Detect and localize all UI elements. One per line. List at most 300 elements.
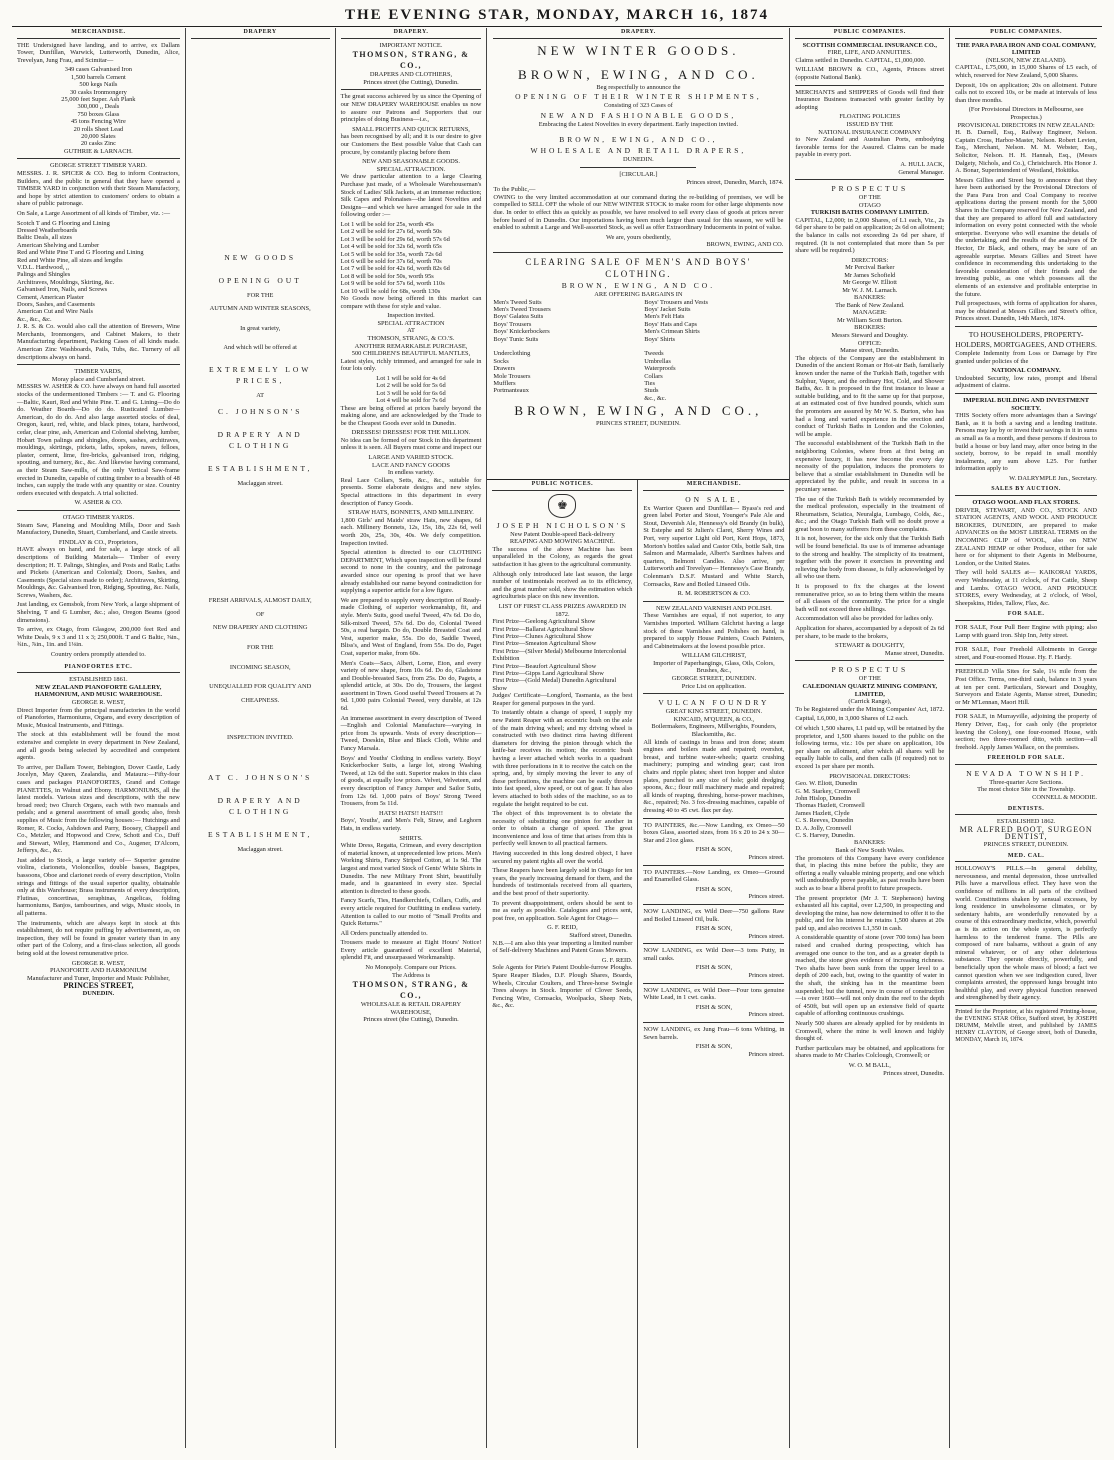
list-item: Boys' Tunic Suits	[493, 335, 539, 343]
ad-signature: FISH & SON,	[695, 925, 733, 933]
ad-line: NEW GOODS	[224, 252, 297, 262]
ad-signature: WILLIAM GILCHRIST,	[681, 652, 747, 660]
ad-title: CLEARING SALE OF MEN'S AND BOYS' CLOTHING.	[525, 256, 752, 279]
ad-heading: LACE AND FANCY GOODS	[372, 461, 450, 469]
ad-line: PROVISIONAL DIRECTORS IN NEW ZEALAND:	[957, 121, 1095, 129]
ad-line: The Bank of New Zealand.	[835, 301, 905, 309]
ad-heading: SPECIAL ATTRACTION.	[376, 165, 446, 173]
ad-text: Just added to Stock, a large variety of— Superior genuine violins, clarionets, Violoncellos, double basses, Bagpipes, bassoons, Oboe and clarionet reeds of every description, Violin strings and fittings of the usual superior quality, obtainable only at this Warehouse; Brass instruments of every description, Flutinas, concertinas, seraphinas, Angelicas, folding harmoniums, Banjos, tambourines, and wigs, Music stools, in all patterns.	[17, 856, 180, 918]
ad-line: BROKERS:	[854, 324, 886, 332]
ad-text: THIS Society offers more advantages than a Savings' Bank, as it is both a saving and a lending institute. Persons may lay by or invest their savings in it in sums as small as 6s a month, and these persons if desirous to build a house or buy land may, after once being in the society, borrow, to be repaid in small monthly instalments, any sum above L25. For further information apply to	[955, 412, 1098, 473]
prize-list	[492, 618, 632, 692]
section-head: DRAPERY	[191, 28, 330, 39]
ad-line: Manse street, Dunedin.	[840, 347, 900, 355]
list-item: 20 casks Zinc	[80, 140, 116, 148]
ad-text: The stock at this establishment will be found the most extensive and complete in every department in New Zealand, and all goods being selected by accredited and competent agents.	[17, 731, 180, 762]
ad-signature: CONNELL & MOODIE.	[1032, 794, 1098, 802]
list-item: Mr Percival Barker	[845, 264, 895, 272]
ad-text: Further particulars may be obtained, and applications for shares made to Mr Charles Colclough, Cromwell; or	[795, 1044, 945, 1060]
list-item: Lot 8 will be sold for 50s, worth 95s	[340, 272, 434, 280]
ad-signature: General Manager.	[898, 168, 945, 176]
ad-signature: FISH & SON,	[695, 885, 733, 893]
list-item: Ties	[644, 379, 655, 387]
ad-line: BROWN, EWING, AND CO.,	[559, 135, 718, 145]
list-item: 30 casks Ironmongery	[69, 88, 127, 96]
ad-text: These Varnishes are equal, if not superior, to any Varnishes imported. William Gilchrist having a large stock of these Varnishes and Polishes on hand, is prepared to supply House Painters, Coach Painters, and Cabinetmakers at the lowest possible price.	[643, 612, 785, 650]
ad-line: MANAGER:	[852, 309, 887, 317]
prize-list-head: LIST OF FIRST CLASS PRIZES AWARDED IN 1872.	[498, 602, 627, 618]
ad-subtitle: GREAT KING STREET, DUNEDIN.	[665, 708, 763, 716]
ad-text: Real Lace Collars, Setts, &c., &c., suitable for presents. Some elaborate designs and new styles. Special attractions in this department in every description of Fancy Goods.	[340, 476, 482, 507]
ad-title: THE PARA PARA IRON AND COAL COMPANY, LIMITED	[956, 41, 1096, 57]
ad-signature: FISH & SON,	[695, 1043, 733, 1051]
divider	[955, 664, 1097, 665]
ad-text: J. R. S. & Co. would also call the attention of Brewers, Wine Merchants, Ironmongers, and Cabinet Makers, to their Manufacturing department, Packing Cases of all kinds made. American Zinc Washboards, Pails, Tubs, &c. Turnery of all descriptions always on hand.	[17, 323, 180, 361]
ad-signature: PIANOFORTE AND HARMONIUM	[49, 967, 147, 975]
ad-line: OF THE	[858, 675, 881, 683]
ad-title: OTAGO TIMBER YARDS.	[62, 513, 135, 521]
ad-line: No Monopoly. Compare our Prices.	[365, 964, 457, 972]
list-item: Galvanised Iron, Nails, and Screws	[17, 286, 108, 294]
list-item: &c., &c.	[644, 394, 667, 402]
established: ESTABLISHED 1861.	[69, 676, 128, 684]
firm-address: Princes street, Dunedin.	[883, 1069, 945, 1077]
ad-title: IMPERIAL BUILDING AND INVESTMENT SOCIETY.	[963, 396, 1090, 412]
ad-text: The great success achieved by us since the Opening of our NEW DRAPERY WAREHOUSE enables us now to assure our Patrons and Supporters that our principles of doing Business—i.e.,	[340, 93, 482, 124]
directors-list	[795, 264, 944, 294]
column-public-notices	[487, 480, 638, 1448]
columns	[12, 28, 1102, 1448]
list-item: Collars	[644, 372, 663, 380]
ad-signature: R. M. ROBERTSON & CO.	[677, 590, 751, 598]
lower-columns	[487, 480, 789, 1448]
ad-text: No Goods now being offered in this market can compare with these for style and value.	[340, 294, 482, 310]
divider	[643, 904, 784, 905]
list-item: Cement, American Plaster	[17, 293, 84, 301]
ad-title: TO HOUSEHOLDERS, PROPERTY-HOLDERS, MORTGAGEES, AND OTHERS.	[955, 329, 1097, 349]
ad-heading: SMALL PROFITS AND QUICK RETURNS,	[352, 125, 470, 133]
ad-heading: FLOATING POLICIES	[839, 113, 901, 121]
section-head: DRAPERY.	[493, 28, 783, 39]
firm-address: Princes street.	[748, 1050, 785, 1058]
ad-line: EXTREMELY LOW PRICES,	[209, 364, 312, 385]
list-item: First Prize—Beaufort Agricultural Show	[492, 662, 597, 670]
ad-title: NEW ZEALAND VARNISH AND POLISH.	[655, 604, 772, 612]
ad-text: Judges' Certificate—Longford, Tasmania, as the best Reaper for general purposes in the yard.	[492, 692, 633, 707]
list-item: Lot 1 will be sold for 4s 6d	[376, 374, 446, 382]
ad-text: HOLLOWAY'S PILLS.—In general debility, nervousness, and mental depression, those unrivalled Pills have a marvellous effect. They have won the confidence of millions in all parts of the civilised world. Constitutions shaken by sensual excesses, by long residence in unwholesome climates, or by sedentary habits, are wonderfully renovated by a course of this extraordinary medicine, which, powerful as is its action on the whole system, is perfectly harmless to the tenderest frame. The Pills are composed of rare balsams, without a grain of any mineral whatever, or of any other deleterious substance. They operate directly, powerfully, and beneficially upon the whole mass of blood; a fact we cannot question when we see indigestion cured, liver complaints arrested, the oppressed lungs brought into healthful play, and every physical function renewed and strengthened by their agency.	[955, 865, 1098, 1002]
ad-closing: Country orders promptly attended to.	[50, 651, 146, 659]
ad-text: To be Registered under the Mining Companies' Act, 1872.	[795, 705, 945, 713]
ad-text: Application for shares, accompanied by a deposit of 2s 6d per share, to be made to the brokers,	[795, 625, 945, 640]
ad-subtitle: Moray place and Cumberland street.	[51, 375, 145, 383]
column-public-companies	[790, 28, 950, 1448]
ad-subtitle: (NELSON, NEW ZEALAND).	[985, 56, 1067, 64]
ad-text: Messrs Gillies and Street beg to announce that they have been authorised by the Provisional Directors of the Para Para Iron and Coal Company to receive applications during the present month for the 5,000 Shares in the Company reserved for New Zealand, and that they are prepared to afford full and satisfactory information on every point connected with the whole enterprise. Everyone who will examine the details of the undertaking, and the results of the analyses of Dr Hector, Dr Black, and others, may be sure of an agreeable surprise. Messrs Gillies and Street have confidence in recommending this undertaking to the favorable consideration of their friends and the investing public, as one which possesses all the elements of an extensive and profitable enterprise in the future.	[955, 176, 1098, 298]
ad-text: No idea can be formed of our Stock in this department unless it is seen. All Buyers must come and inspect our	[340, 436, 482, 452]
ad-line: DIRECTORS:	[851, 256, 889, 264]
divider	[643, 601, 784, 602]
list-item: Geo. W. Eliott, Dunedin	[795, 780, 858, 788]
list-item: Doors, Sashes, and Casements	[17, 301, 95, 309]
firm-address: Princes street.	[748, 1011, 785, 1019]
ad-text: Full prospectuses, with forms of application for shares, may be obtained at Messrs Gillies and Street's office, Princes street. Dunedin, 14th March, 1874.	[955, 300, 1098, 323]
ad-text: The use of the Turkish Bath is widely recommended by the medical profession, especially in the treatment of Rheumatism, Sciatica, Neuralgia, Lumbago, Colds, &c., &c.; and the Otago Turkish Bath will no doubt prove a great boon to many sufferers from these complaints.	[795, 495, 945, 533]
firm-name: KINCAID, M'QUEEN, & CO.,	[673, 715, 755, 723]
ad-text: NOW LANDING, ex Wild Deer—Four tons genuine White Lead, in 1 cwt. casks.	[643, 986, 785, 1002]
section-head: MERCHANDISE.	[17, 28, 180, 39]
list-item: Lot 2 will be sold for 5s 6d	[376, 382, 446, 390]
list-item: Lot 6 will be sold for 37s 6d, worth 70s	[340, 257, 442, 265]
ad-text: Men's Coats—Sacs, Albert, Lorne, Eton, and every variety of new shape, from 10s 6d. Do do, Gladstone and Double-breasted Sacs, from 25s. Do do, Pagets, a splendid article, at 30s. Do do, Trousers, the largest assortment in Town. Good useful Tweed Trousers at 7s 9d. 1,000 pairs Colonial Tweed, very durable, at 12s 6d.	[340, 659, 482, 713]
ad-text: We are prepared to supply every description of Ready-made Clothing, of superior workmanship, fit, and style. Men's Suits, good useful Tweed, 47s 6d. Do do, Silk-mixed Tweed, 57s 6d. Do do, Colonial Tweed 50s, a real bargain. Do do, Double Breasted Coat and Vest, superior make, 55s. Do do, Saddle Tweed, Bliss's, and West of England, from 55s. Do do, Paget Coat, superior make, from 60s.	[340, 596, 482, 657]
ad-text: TO PAINTERS, &c.—Now Landing, ex Omeo—50 boxes Glass, assorted sizes, from 16 x 20 to 24 x 30—Star and 21oz glass.	[643, 821, 785, 844]
divider	[643, 943, 784, 944]
item-list	[17, 220, 180, 324]
list-item: Men's Tweed Trousers	[493, 305, 551, 313]
list-item: Lot 10 will be sold for 68s, worth 130s	[340, 287, 441, 295]
firm-address: Princes street.	[748, 893, 785, 901]
list-item: Men's Felt Hats	[644, 313, 685, 321]
list-item: Umbrellas	[644, 357, 671, 365]
list-item: Boys' Hats and Caps	[644, 320, 698, 328]
ad-signature: W. ASHER & CO.	[74, 499, 123, 507]
ad-heading: DRESSES! DRESSES! FOR THE MILLION.	[351, 429, 471, 437]
bargain-list-right	[644, 299, 783, 403]
list-item: Mr James Schofield	[844, 271, 896, 279]
list-item: Boys' Trousers	[493, 320, 532, 328]
ad-line: Price List on application.	[681, 682, 747, 690]
ad-text: Ex Warrior Queen and Dunfillan— Byass's red and green label Porter and Stout, Younger's Pale Ale and Stout, Devenish Ale, Hennessy's old Brandy (in bulk), St Estephe and St Julien's Claret, Sherry Wines and Port, very superior Light old Port, Kent Hops, 1873, Morton's bottles salad and Castor Oils, bottle Salt, tins Salmon and Marmalade, Albert's Sardines halves and quarters, Belmont Candles. Also arrive, per Lutterworth and Trevelyan— Hennessy's Case Brandy, Colenman's D.S.F. Mustard and White Starch, Cornsacks, Raw and Boiled Linseed Oils.	[643, 504, 785, 588]
ad-text: Capital, L6,000, in 3,000 Shares of L2 each.	[795, 715, 909, 723]
list-item: C. S. Harvey, Dunedin.	[795, 831, 855, 839]
list-item: Thomas Hazlett, Cromwell	[795, 802, 865, 810]
masthead: THE EVENING STAR, MONDAY, MARCH 16, 1874	[12, 6, 1102, 27]
list-item: C. S. Reeves, Dunedin	[795, 817, 854, 825]
list-item: Lot 9 will be sold for 57s 6d, worth 110s	[340, 280, 445, 288]
ad-line: DRAPERY AND CLOTHING	[217, 429, 303, 450]
ad-line: Messrs Steward and Doughty.	[831, 332, 909, 340]
ad-text: MERCHANTS and SHIPPERS of Goods will find their Insurance Business transacted with greater facility by adopting	[795, 88, 945, 111]
list-item: 750 boxes Glass	[77, 110, 120, 118]
ad-line: FOR THE	[247, 291, 274, 299]
ad-line: In great variety,	[240, 324, 281, 332]
ad-heading: NATIONAL INSURANCE COMPANY	[818, 128, 922, 136]
list-item: Lot 1 will be sold for 25s, worth 45s	[340, 220, 434, 228]
ad-text: White Dress, Regatta, Crimean, and every description of material known, at unprecedented low prices. Men's Working Shirts, Fancy Striped Cotton, at 1s 9d. The largest and most varied Stock of Gents' White Shirts in Dunedin. The new Military Front Shirt, beautifully made, and is guaranteed in every size. Special attention is directed to these goods.	[340, 842, 482, 895]
ad-heading: TURKISH BATHS COMPANY LIMITED.	[810, 209, 929, 217]
list-item: 20,000 Slates	[81, 133, 116, 141]
ad-line: AT	[256, 391, 265, 399]
ad-text: Nearly 500 shares are already applied for by residents in Cromwell, where the mine is well known and highly thought of.	[795, 1020, 945, 1043]
ad-text: Claims settled in Dunedin. CAPITAL, £1,000,000.	[795, 56, 926, 64]
list-item: Socks	[493, 357, 509, 365]
list-item: First Prize—(Silver Medal) Melbourne Intercolonial Exhibition	[492, 647, 627, 663]
ad-text: MESSRS. J. R. SPICER & CO. Beg to inform Contractors, Builders, and the public in general that they have opened a TIMBER YARD in conjunction with their Steam Manufactory, and hope by strict attention to customers' orders to obtain a share of public patronage.	[17, 170, 180, 208]
royal-arms-icon: ♚	[548, 494, 576, 518]
column-drapery-thomson	[336, 28, 488, 1448]
firm-name: BROWN, EWING, AND CO.,	[514, 403, 763, 419]
firm-name: BROWN, EWING, AND CO.	[518, 66, 759, 82]
list-item: Boys' Knickerbockers	[493, 328, 550, 336]
ad-text: The present proprietor (Mr J. T. Stephenson) having exhausted all his capital, over L2,500, in prospecting and developing the mine, has now determined to offer it to the public, and for his interest he retains 1,500 shares at 20s paid up, and also receives L1,350 in cash.	[795, 894, 945, 932]
ad-signature: GEORGE R. WEST,	[71, 959, 126, 967]
firm-name: THOMSON, STRANG, & CO.,	[352, 980, 470, 1001]
ad-text: Trousers made to measure at Eight Hours' Notice! Every article guaranteed of excellent Material, splendid Fit, and unsurpassed Workmanship.	[340, 939, 482, 962]
section-head: MED. CAL.	[955, 852, 1097, 863]
ad-text: has been recognised by all; and it is our desire to give our Customers the Best possible Value that Cash can procure, by constantly placing before them	[340, 133, 482, 156]
ad-line: Bank of New South Wales.	[835, 846, 905, 854]
ad-text: Complete Indemnity from Loss or Damage by Fire granted under policies of the	[955, 349, 1098, 365]
column-merchandise	[12, 28, 186, 1448]
list-item: 20 rolls Sheet Lead	[73, 125, 124, 133]
section-head: PUBLIC NOTICES.	[492, 480, 632, 491]
ad-signature: DUNEDIN.	[82, 989, 115, 997]
divider	[643, 1022, 784, 1023]
ad-title: TIMBER YARDS,	[74, 368, 123, 376]
ad-heading: SPECIAL ATTRACTION	[377, 319, 445, 327]
list-item: Mr W. J. M. Larnach.	[842, 286, 898, 294]
firm-name: THOMSON, STRANG, & CO.,	[352, 50, 470, 71]
ad-line: ESTABLISHMENT,	[207, 829, 313, 839]
ad-signature: Manufacturer and Tuner, Importer and Music Publisher,	[26, 974, 170, 982]
ad-title: NEW ZEALAND PIANOFORTE GALLERY, HARMONIUM, AND MUSIC WAREHOUSE.	[34, 683, 162, 699]
item-list	[341, 375, 482, 405]
list-item: Lot 2 will be sold for 27s 6d, worth 50s	[340, 228, 442, 236]
ad-text: All Orders punctually attended to.	[340, 929, 428, 937]
ad-text: Boys' and Youths' Clothing in endless variety. Boys' Knickerbocker Suits, a large lot, strong Washing Tweed, at 12s 6d the suit. Superior makes in this class of goods, at equally low prices. Velvet, Velveteen, and every description of Fancy Jumper and Sailor Suits, from 12s 6d. 1,000 pairs of Boys' Strong Tweed Trousers, from 5s 11d.	[340, 754, 482, 808]
section-head: PUBLIC COMPANIES.	[955, 28, 1097, 39]
ad-text: Steam Saw, Planeing and Moulding Mills, Door and Sash Manufactory, Dunedin, Stuart, Cumberland, and Castle streets.	[17, 521, 180, 537]
column-merchandise-2	[638, 480, 789, 1448]
ad-line: AT C. JOHNSON'S	[208, 772, 313, 782]
list-item: First Prize—(Gold Medal) Dunedin Agricultural Show	[492, 677, 617, 692]
firm-address: Princes street.	[748, 853, 785, 861]
list-item: Red and White Pine T and G Flooring and Lining	[17, 249, 144, 257]
ad-line: ARE OFFERING BARGAINS IN	[594, 290, 683, 298]
firm-subtitle: WHOLESALE & RETAIL DRAPERY	[360, 1001, 462, 1009]
ad-text: Special attention is directed to our CLOTHING DEPARTMENT, Which upon inspection will be found second to none in the country, and the patronage awarded since our opening is proof that we have already established our name beyond contradiction for supplying a superior article for a low figure.	[340, 549, 482, 595]
ad-text: HAVE always on hand, and for sale, a large stock of all descriptions of Building Materials— Timber of every description; H. T. Palings, Shingles, and Posts and Rails; Laths and Pickets (American and Colonial); Doors, Sashes, and Casements (Special sizes made to order); Architraves, Skirting, Mouldings, &c. Galvanised Iron, Ridging, Spouting, &c. Nails, Screws, Washers, &c.	[17, 546, 180, 599]
ad-line: OFFICE:	[857, 339, 882, 347]
ad-text: To arrive, per Dallam Tower, Bebington, Dover Castle, Lady Jocelyn, May Queen, Zealandia, and Mataura:—Fifty-four cases and packages PIANOFORTES, Grand and Cottage PIANETTES, in Walnut and Ebony. HARMONIUMS, all the latest models. Various sizes and descriptions, with the new broad reed; two Church Organs, each with two manuals and pedals; and a general assortment of small goods; also, fresh supplies of Music from the following houses:— Hutchings and Romer, R. Cocks, Ashdown and Parry, Boosey, Chappell and Co., Metzler, and Hopwood and Crew, Schott and Co., Duff and Stewart, Wiley, Hammond and Co., Augener, D'Alcorn, Jefferys, &c., &c.	[17, 763, 180, 855]
ad-signature: W. O. M BALL,	[848, 1061, 891, 1069]
ad-text: CAPITAL, L75,000, in 15,000 Shares of L5 each, of which, reserved for New Zealand, 5,000 Shares.	[955, 64, 1098, 79]
ad-text: Of which 1,500 shares, L1 paid up, will be retained by the proprietor, and 1,500 shares issued to the public on the following terms, viz.: 10s per share on application, 10s per share on allotment, after which all shares will be equally liable to calls, and then calls (if required) not to exceed 1s per share per month.	[795, 724, 945, 770]
ad-text: These Reapers have been largely sold in Otago for ten years, the yearly increasing demand for them, and the hundreds of testimonials received from all quarters, and the best proof of their superiority.	[492, 867, 633, 898]
ad-line: AT	[407, 327, 415, 335]
firm-address: GEORGE STREET, DUNEDIN.	[671, 675, 757, 683]
section-head: PIANOFORTES ETC.	[17, 663, 180, 674]
list-item: Underclothing	[493, 350, 531, 358]
bargain-list-left	[493, 299, 632, 403]
divider	[17, 364, 180, 365]
ad-line: C. JOHNSON'S	[217, 406, 303, 416]
list-item: First Prize—Geelong Agricultural Show	[492, 618, 596, 626]
ad-line: DUNEDIN.	[623, 156, 654, 164]
ad-title: OTAGO WOOL AND FLAX STORES.	[972, 499, 1080, 507]
list-item: Portmanteaux	[493, 387, 529, 395]
divider	[643, 693, 784, 694]
list-item: First Prize—Smeaton Agricultural Show	[492, 640, 597, 648]
list-item: Lot 3 will be sold for 29s 6d, worth 57s 6d	[340, 235, 450, 243]
firm-address: Princes street (the Cutting), Dunedin.	[363, 1016, 459, 1024]
ad-signature: STEWART & DOUGHTY,	[835, 642, 905, 650]
ad-text: FOR SALE, in Murrayville, adjoining the property of Henry Driver, Esq., for cash only (the proprietor leaving the Colony), one four-roomed House, with section; two three-roomed ditto, with section—all freehold. Apply James Wallace, on the premises.	[955, 713, 1098, 751]
ad-heading: SHIRTS.	[399, 834, 423, 842]
ad-subtitle: FINDLAY & CO., Proprietors,	[58, 538, 138, 546]
ad-title: GEORGE STREET TIMBER YARD.	[49, 162, 147, 170]
ad-text: The success of the above Machine has been unparalleled in the Colony, as regards the great satisfaction it has given to the agricultural community.	[492, 545, 633, 568]
list-item: Men's Crimean Shirts	[644, 328, 700, 336]
ad-line: BANKERS:	[854, 839, 886, 847]
divider	[341, 89, 482, 90]
list-item: Mr George W. Elliott	[842, 279, 897, 287]
list-item: Boys' Galatea Suits	[493, 313, 544, 321]
ad-line: OTAGO	[858, 201, 881, 209]
ad-line: NEW AND FASHIONABLE GOODS,	[540, 110, 737, 120]
ad-line: Beg respectfully to announce the	[596, 83, 681, 91]
firm-address: PRINCES STREET, DUNEDIN.	[983, 841, 1069, 849]
ad-line: CHEAPNESS.	[241, 696, 280, 704]
ad-line: Mr William Scott Burton.	[836, 316, 903, 324]
section-head: PUBLIC COMPANIES.	[795, 28, 944, 39]
ad-text: Direct Importer from the principal manufactories in the world of Pianofortes, Harmoniums, Organs, and every description of Music, Musical Instruments, and Fittings.	[17, 706, 180, 729]
list-item: Palings and Shingles	[17, 271, 71, 279]
list-item: Men's Tweed Suits	[493, 298, 542, 306]
ad-subtitle: Boilermakers, Engineers, Millwrights, Founders, Blacksmiths, &c.	[651, 723, 777, 739]
ad-line: FOR THE	[247, 643, 274, 651]
ad-text: On Sale, a Large Assortment of all kinds of Timber, viz. :—	[17, 210, 170, 217]
ad-text: These are being offered at prices barely beyond the making alone, and are acknowledged by the Trade to be the Cheapest Goods ever sold in Dunedin.	[340, 404, 482, 427]
ad-text: Fancy Scarfs, Ties, Handkerchiefs, Collars, Cuffs, and every article required for Outfitting in endless variety. Attention is called to our motto of "Small Profits and Quick Returns."	[340, 897, 482, 928]
ad-text: WILLIAM BROWN & CO., Agents, Princes street (opposite National Bank).	[795, 66, 945, 81]
ad-text: THE Undersigned have landing, and to arrive, ex Dallam Tower, Dunfillan, Warwick, Lutterworth, Dunedin, Alice, Trevelyan, Jung Frau, and Scimitar—	[17, 41, 180, 64]
ad-text: An immense assortment in every description of Tweed—English and Colonial Manufacture—varying in price from 3s upwards. Vests of every description—Tweed, Doeskin, Blue and Black Cloth, White and Fancy Marsala.	[340, 714, 482, 753]
ad-signature: FISH & SON,	[695, 964, 733, 972]
list-item: American Cut and Wire Nails	[17, 308, 93, 316]
ad-text: H. B. Darnell, Esq., Railway Engineer, Nelson. Captain Cross, Harbor-Master, Nelson. Robert Levien, Esq., Merchant, Nelson. M. M. Webster, Esq., Solicitor, Nelson. H. H. Hannah, Esq., (Messrs Dalgety, Nichols, and Co.), Christchurch. His Honor J. A. Bonar, Superintendent of Westland, Hokitika.	[955, 129, 1098, 175]
established: ESTABLISHED 1862.	[996, 818, 1056, 826]
ad-line: (For Provisional Directors in Melbourne, see Prospectus.)	[968, 106, 1084, 121]
list-item: V.D.L. Hardwood, ,,	[17, 264, 70, 272]
ad-line: (Carrick Range),	[848, 698, 892, 706]
ad-text: A considerable quantity of stone (over 700 tons) has been raised and crushed during prospecting, which has averaged one ounce to the ton, and as a greater depth is reached, the stone gives evidence of increasing richness. Two shafts have been sunk from the upper level to a depth of 200 each, but, owing to the quantity of water in the shaft, the sinking has in the meantime been suspended; but the tunnel, now in course of construction—is over 1600—will not only drain the reef to the depth of 450ft, but will open up an extensive field of quartz capable of affording continuous crushings.	[795, 934, 945, 1018]
ad-text: MESSRS W. ASHER & CO. have always on hand full assorted stocks of the undermentioned Timbers :— T. and G. Flooring—Baltic, Kauri, Red and White Pine. T. and G. Lining—Do do do. Weather Boards—Do do do. Rusticated Lumber—American, do do do. And also large assorted stocks of deal, Oregon, kauri, red, white, and black pines, totara, hardwood, cedar, clear pine, ash, American and Colonial shelving, lumber, Hobart Town palings and shingles, doors, sashes, architraves, mouldings, skirtings, pickets, laths, spokes, naves, felloes, plaster, cement, lime, fire-bricks, galvanised iron, ridging, spouting, and turnery, &c., &c. And likewise having command, as their Steam Saw-mills, of the only Vertical Saw-frame erected in Dunedin, capable of cutting timber to a breadth of 48 inches, can supply the trade with any quantity or size. Country orders executed with despatch. A trial solicited.	[17, 383, 180, 497]
ad-line: The Address is	[392, 971, 430, 979]
ad-line: BANKERS:	[854, 294, 886, 302]
section-head: FOR SALE.	[955, 610, 1097, 621]
ad-text: Just landing, ex Gemsbok, from New York, a large shipment of Shelving, T and G Lumber, &c.; also, Oregon Beams (good dimensions).	[17, 601, 180, 624]
ad-text: FOR SALE, Four Pull Beer Engine with piping; also Lamp with guard iron. Ship Inn, Jetty street.	[955, 623, 1098, 639]
ad-text: NOW LANDING, ex Wild Deer—3 tons Putty, in small casks.	[643, 947, 785, 962]
ad-text: Having succeeded in this long desired object, I have secured my patent rights all over the world.	[492, 850, 633, 865]
divider	[643, 818, 784, 819]
column-public-companies-2	[950, 28, 1102, 1448]
ad-heading: HATS! HATS!! HATS!!!	[379, 809, 443, 817]
ad-line: OPENING OF THEIR WINTER SHIPMENTS,	[515, 92, 762, 102]
list-item: 25,000 feet Super. Ash Plank	[61, 96, 136, 103]
ad-signature: Stafford street, Dunedin.	[569, 932, 633, 939]
ad-text: It is proposed to fix the charges at the lowest remunerative price, so as to bring them within the means of all classes of the community. The price for a single bath will not exceed three shillings.	[795, 583, 945, 613]
ad-text: CAPITAL, L2,000; in 2,000 Shares, of L1 each, Viz., 2s 6d per share to be paid on application; 2s 6d on allotment; the balance in calls not exceeding 2s 6d per share, if required. (It is not contemplated that more than 5s per share will be required.)	[795, 216, 945, 255]
section-head: DENTISTS.	[955, 805, 1097, 816]
ad-text: N.B.—I am also this year importing a limited number of Self-delivery Machines and Patent Grass Mowers.	[492, 939, 633, 955]
list-item: Red and White Pine, all sizes and lengths	[17, 256, 123, 264]
divider	[795, 660, 944, 661]
list-item: Lot 5 will be sold for 35s, worth 72s 6d	[340, 250, 442, 258]
list-item: Boys' Shirts	[644, 335, 676, 343]
ad-text: Deposit, 10s on application; 20s on allotment. Future calls not to exceed 10s, or be made at intervals of less than three months.	[955, 81, 1098, 104]
ad-signature: FISH & SON,	[695, 1003, 733, 1011]
divider	[955, 393, 1097, 394]
divider	[17, 158, 180, 159]
ad-heading: NEW AND SEASONABLE GOODS.	[362, 158, 460, 166]
list-item: James Hazlett, Clyde	[795, 809, 850, 817]
ad-line: In endless variety.	[387, 469, 435, 477]
list-item: Tweeds	[644, 350, 664, 358]
ad-line: The most choice Site in the Township.	[977, 786, 1076, 794]
section-head: FREEHOLD FOR SALE.	[955, 754, 1097, 765]
list-item: Mole Trousers	[493, 372, 531, 380]
ad-heading: STRAW HATS, BONNETS, AND MILLINERY.	[348, 509, 474, 517]
list-item: Mufflers	[493, 379, 516, 387]
ad-text: FOR SALE, Four Freehold Allotments in George street, and Four-roomed House. Hy. F. Hardy.	[955, 646, 1098, 661]
circular-date: Princes street, Dunedin, March, 1874.	[686, 178, 784, 186]
ad-title: VULCAN FOUNDRY	[658, 698, 770, 708]
ad-text: Although only introduced late last season, the large number of testimonials received as to its efficiency, and the great number sold, show the estimation which agriculturists place on this new invention.	[492, 570, 633, 601]
ad-signature: PRINCES STREET,	[63, 981, 134, 991]
ad-subtitle: REAPING AND MOWING MACHINE.	[509, 538, 615, 546]
ad-heading: NATIONAL COMPANY.	[991, 367, 1061, 375]
ad-title: PROSPECTUS	[831, 665, 909, 675]
ad-signature: A. HULL JACK,	[900, 160, 945, 168]
list-item: Architraves, Mouldings, Skirting, &c.	[17, 278, 115, 286]
ad-title: JOSEPH NICHOLSON'S	[496, 520, 629, 530]
ad-line: WHOLESALE AND RETAIL DRAPERS,	[530, 146, 747, 156]
ad-title: PROSPECTUS	[831, 184, 909, 194]
ad-text: DRIVER, STEWART, AND CO., STOCK AND STATION AGENTS, AND WOOL AND PRODUCE BROKERS, DUNEDIN, are prepared to make ADVANCES on the MOST LIBERAL TERMS on the INCOMING CLIP of WOOL, also on NEW ZEALAND HEMP or other Produce, either for sale here or for shipment to their Agents in Melbourne, London, or the United States.	[955, 506, 1098, 567]
brown-ewing-ad	[487, 28, 789, 480]
list-item: John Hislop, Dunedin	[795, 794, 852, 802]
ad-text: We draw particular attention to a large Clearing Purchase just made, of a Wholesale Warehouseman's Stock of Ladies' Silk Jackets, at an immense reduction; Silk Capes and Polonaises—the latest Novelties and Designs—and which we have arranged for sale in the following order :—	[340, 173, 482, 219]
ad-text: OWING to the very limited accommodation at our command during the re-building of premises, we will be compelled to SELL OFF the whole of our NEW WINTER STOCK to make room for other large shipments now due. In order to effect this as quickly as possible, we have resolved to sell every class of goods at prices never before heard of in Dunedin. Our importations having been much larger than usual for this season, we will be enabled to submit a Large and Well-assorted Stock, as well as offer Extraordinary Inducements in point of value.	[493, 193, 784, 232]
ad-line: OPENING OUT	[218, 275, 302, 285]
list-item: Lot 4 will be sold for 32s 6d, worth 65s	[340, 243, 442, 251]
firm-address: Manse street, Dunedin.	[884, 649, 945, 657]
ad-subtitle: Importer of Paperhangings, Glass, Oils, Colors, Brushes, &c.,	[653, 659, 775, 675]
ad-line: INCOMING SEASON,	[229, 663, 291, 671]
ad-text: The instruments, which are always kept in stock at this establishment, do not require puffing by advertisement, as, on inspection, they will be found in greater variety than in any other part of the Colony, and a first-class selection, all goods being sold at the lowest remunerative price.	[17, 919, 180, 957]
ad-line: DRAPERY AND CLOTHING	[217, 795, 303, 816]
ad-line: OF	[256, 610, 265, 618]
ad-title: SCOTTISH COMMERCIAL INSURANCE CO.,	[802, 41, 937, 49]
firm-address: Princes street (the Cutting), Dunedin.	[363, 78, 459, 86]
notice-title: IMPORTANT NOTICE.	[379, 41, 443, 49]
ad-text: To prevent disappointment, orders should be sent to me as early as possible. Catalogues and prices sent, post free, on application. Sole Agent for Otago—	[492, 899, 633, 922]
ad-line: FRESH ARRIVALS, ALMOST DAILY,	[208, 597, 312, 605]
divider	[580, 167, 696, 168]
divider	[795, 179, 944, 180]
list-item: Boys' Jacket Suits	[644, 305, 691, 313]
item-list	[341, 221, 482, 295]
ad-signature: FISH & SON,	[695, 846, 733, 854]
list-item: D. A. Jolly, Cromwell	[795, 824, 852, 832]
firm-name: BROWN, EWING, AND CO.	[561, 280, 716, 290]
ad-text: Boys', Youths', and Men's Felt, Straw, and Leghorn Hats, in endless variety.	[340, 817, 482, 832]
ad-line: PROVISIONAL DIRECTORS:	[829, 772, 911, 780]
ad-line: Inspection invited.	[387, 312, 435, 320]
